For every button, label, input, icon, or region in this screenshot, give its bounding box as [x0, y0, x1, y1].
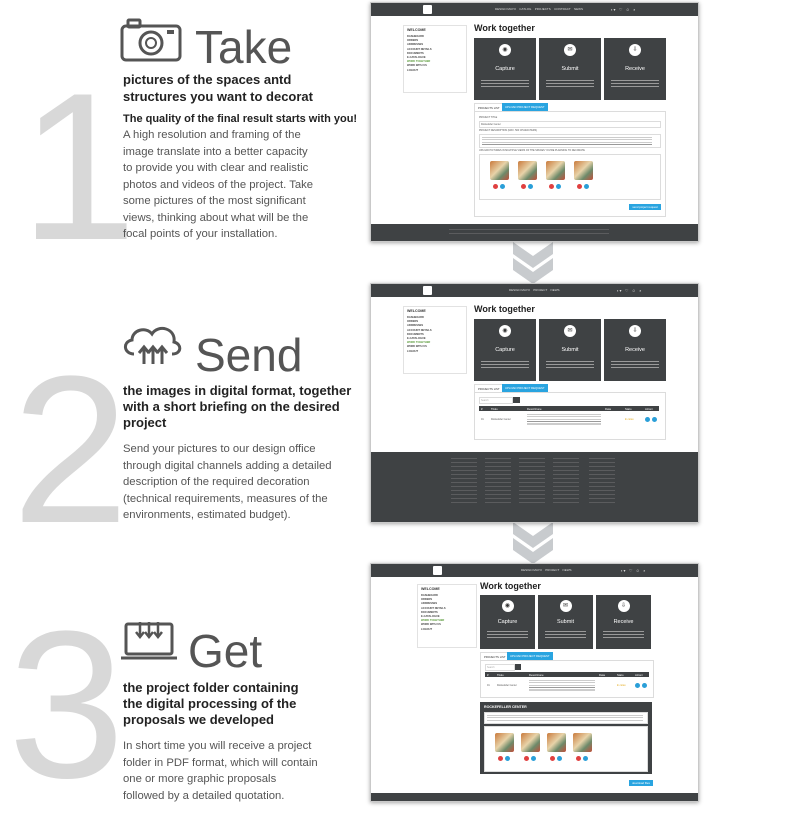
project-thumbnail: [521, 733, 540, 752]
header-icons: ▪ ▾ ♡ ☺ ⌕: [611, 7, 636, 12]
site-nav: DESIGN MAYO CATLOG PROJECTS CONTRACT NEWS: [495, 7, 584, 11]
sidebar-item[interactable]: ACCOUNT DETAILS: [407, 328, 432, 332]
footer-col: [451, 458, 477, 506]
column-header: Descrizione: [529, 673, 544, 677]
row-description: [527, 414, 601, 425]
search-button[interactable]: [515, 664, 521, 670]
site-footer: [371, 224, 698, 241]
step-word-get: Get: [188, 625, 263, 677]
search-placeholder: Search: [481, 399, 489, 402]
download-files-button[interactable]: download files: [629, 780, 653, 786]
project-title-input[interactable]: [479, 121, 661, 128]
body-line: A high resolution and framing of the: [123, 129, 301, 141]
card-receive: [604, 38, 666, 100]
sidebar-item[interactable]: ORDERS: [407, 320, 419, 324]
row-title: Rockefeller Center: [497, 684, 517, 687]
card-text: [487, 631, 529, 639]
account-sidebar: [403, 25, 467, 93]
body-line: photos and videos of the project. Take: [123, 178, 314, 191]
sidebar-item[interactable]: E-CATALOGUE: [407, 56, 426, 60]
table-row[interactable]: [485, 679, 649, 693]
card-submit: [538, 595, 593, 649]
tab-projects-list[interactable]: PROJECTS LIST: [474, 384, 504, 394]
column-header: Azioni: [645, 407, 653, 411]
step-subtitle-3c: proposals we developed: [123, 712, 274, 727]
body-line: to provide you with clear and realistic: [123, 162, 309, 174]
project-thumbnail: [495, 733, 514, 752]
page-title: Work together: [474, 23, 535, 33]
column-header: Descrizione: [527, 407, 542, 411]
site-footer: [371, 793, 698, 801]
download-icon: ⇩: [629, 325, 641, 337]
view-icon[interactable]: [557, 756, 562, 761]
sidebar-title: WELCOME: [407, 28, 426, 32]
site-logo: [423, 5, 432, 14]
down-arrow-icon: [513, 522, 553, 564]
search-button[interactable]: [513, 397, 520, 403]
description-textarea[interactable]: [479, 134, 661, 148]
delete-icon[interactable]: [524, 756, 529, 761]
step-subtitle-1a: pictures of the spaces antd: [123, 72, 292, 87]
view-icon[interactable]: [556, 184, 561, 189]
card-label: Capture: [497, 619, 518, 625]
body-line: focal points of your installation.: [123, 228, 278, 240]
card-text: [545, 631, 587, 639]
step-subtitle-1b: structures you want to decorat: [123, 89, 313, 104]
camera-icon: ◉: [499, 325, 511, 337]
edit-icon[interactable]: [642, 683, 647, 688]
send-icon: ✉: [560, 600, 572, 612]
column-header: Stato: [617, 673, 624, 677]
step-subtitle-2a: the images in digital format, together: [123, 383, 352, 398]
screenshot-step-3: [370, 563, 699, 802]
screenshot-step-2: [370, 283, 699, 523]
table-header: [485, 672, 649, 677]
view-icon[interactable]: [635, 683, 640, 688]
search-input[interactable]: [485, 664, 515, 671]
uploaded-thumbnail: [518, 161, 537, 180]
tab-upload-request[interactable]: UPLOAD PROJECT REQUEST: [502, 103, 548, 111]
card-label: Receive: [625, 347, 645, 353]
footer-col: [589, 458, 615, 506]
upload-area[interactable]: [479, 154, 661, 200]
body-line: environments, estimated budget).: [123, 509, 291, 521]
row-id: 01: [481, 418, 484, 421]
step-word-take: Take: [195, 21, 293, 73]
card-label: Receive: [613, 619, 634, 625]
projects-table-panel: [480, 660, 654, 698]
card-capture: [474, 38, 536, 100]
body-line: In short time you will receive a project: [123, 740, 312, 752]
column-header: #: [487, 673, 489, 677]
column-header: Titolo: [497, 673, 504, 677]
step-number-3: 3: [8, 587, 125, 822]
site-nav: DESIGN MAYO PROJECT NEWS: [521, 568, 572, 572]
card-submit: [539, 319, 601, 381]
sidebar-item[interactable]: ACCOUNT DETAILS: [407, 47, 432, 51]
tab-upload-request[interactable]: UPLOAD PROJECT REQUEST: [502, 384, 548, 392]
view-icon[interactable]: [583, 756, 588, 761]
send-project-request-button[interactable]: send project request: [629, 204, 661, 210]
sidebar-item[interactable]: WORK WITH US: [407, 345, 427, 349]
delete-icon[interactable]: [550, 756, 555, 761]
delete-icon[interactable]: [493, 184, 498, 189]
card-text: [546, 361, 593, 369]
project-thumbnail: [547, 733, 566, 752]
account-sidebar: [403, 306, 467, 374]
tab-projects-list[interactable]: PROJECTS LIST: [480, 652, 510, 662]
body-line: (technical requirements, measures of the: [123, 492, 328, 505]
view-icon[interactable]: [500, 184, 505, 189]
sidebar-title: WELCOME: [407, 309, 426, 313]
card-receive: [596, 595, 651, 649]
textarea-content: [482, 137, 652, 145]
row-status: In corso: [625, 418, 634, 421]
view-icon[interactable]: [531, 756, 536, 761]
detail-text: [487, 715, 643, 721]
page-title: Work together: [474, 304, 535, 314]
send-icon: ✉: [564, 325, 576, 337]
sidebar-item[interactable]: ORDERS: [421, 598, 433, 602]
site-logo: [423, 286, 432, 295]
delete-icon[interactable]: [498, 756, 503, 761]
project-thumbnail: [573, 733, 592, 752]
step-subtitle-2c: project: [123, 415, 167, 430]
row-id: 01: [487, 684, 490, 687]
table-header: [479, 406, 659, 411]
down-arrow-icon: [513, 242, 553, 284]
card-label: Submit: [556, 619, 575, 625]
card-text: [611, 80, 658, 88]
uploaded-thumbnail: [546, 161, 565, 180]
card-text: [481, 80, 528, 88]
download-icon: ⇩: [618, 600, 630, 612]
footer-links: [449, 229, 609, 237]
sidebar-item[interactable]: E-CATALOGUE: [407, 337, 426, 341]
step-subtitle-2b: with a short briefing on the desired: [123, 399, 340, 414]
step-subtitle-3b: the digital processing of the: [123, 696, 297, 711]
body-line: followed by a detailed quotation.: [123, 789, 285, 802]
site-nav: DESIGN MAYO PROJECT NEWS: [509, 288, 560, 292]
detail-title: ROCKEFELLER CENTER: [484, 705, 527, 709]
input-value: Rockefeller Center: [481, 123, 501, 126]
send-icon: ✉: [564, 44, 576, 56]
tab-projects-list[interactable]: PROJECTS LIST: [474, 103, 504, 113]
column-header: Data: [605, 407, 611, 411]
screenshot-step-1: [370, 2, 699, 242]
card-label: Receive: [625, 66, 645, 72]
step-body-3: [123, 738, 318, 804]
project-detail-panel: [480, 702, 652, 774]
search-input[interactable]: [479, 397, 513, 404]
sidebar-item[interactable]: ADDRESSES: [421, 602, 438, 606]
card-label: Capture: [495, 66, 515, 72]
field-label: PROJECT TITLE: [479, 116, 498, 119]
step-body-2: [123, 441, 332, 524]
column-header: Azioni: [635, 673, 643, 677]
column-header: #: [481, 407, 483, 411]
sidebar-item-active[interactable]: WORK TOGETHER: [407, 60, 431, 64]
sidebar-item[interactable]: WORK WITH US: [421, 623, 441, 627]
card-label: Submit: [561, 347, 579, 353]
field-label: UPLOAD PICTURES IN MULTIPLE VIEWS OF THE SPACES YOU'RE PLANNING TO DECORATE: [479, 149, 585, 152]
footer-col: [485, 458, 511, 506]
sidebar-item[interactable]: DOCUMENTS: [407, 51, 424, 55]
camera-icon: ◉: [502, 600, 514, 612]
step-subtitle-3a: the project folder containing: [123, 680, 299, 695]
view-icon[interactable]: [505, 756, 510, 761]
camera-icon: ◉: [499, 44, 511, 56]
delete-icon[interactable]: [576, 756, 581, 761]
step-lead-1: The quality of the final result starts with you!: [123, 113, 358, 125]
sidebar-item[interactable]: ACCOUNT DETAILS: [421, 606, 446, 610]
sidebar-item[interactable]: DASHBOARD: [407, 316, 424, 319]
table-row[interactable]: [479, 413, 659, 427]
card-submit: [539, 38, 601, 100]
sidebar-item[interactable]: DOCUMENTS: [421, 610, 438, 614]
download-icon: ⇩: [629, 44, 641, 56]
body-line: one or more graphic proposals: [123, 773, 277, 785]
site-header: [371, 3, 698, 16]
footer-col: [519, 458, 545, 506]
search-placeholder: Search: [487, 666, 495, 669]
detail-description: [484, 712, 648, 724]
body-line: folder in PDF format, which will contain: [123, 756, 318, 769]
row-description: [529, 680, 595, 691]
tab-upload-request[interactable]: UPLOAD PROJECT REQUEST: [507, 652, 553, 660]
header-icons: ▪ ▾ ♡ ☺ ⌕: [617, 288, 642, 293]
card-capture: [480, 595, 535, 649]
sidebar-item[interactable]: DOCUMENTS: [407, 332, 424, 336]
card-text: [603, 631, 645, 639]
step-word-send: Send: [195, 329, 303, 381]
body-line: views, thinking about what will be the: [123, 211, 309, 224]
sidebar-item-active[interactable]: WORK TOGETHER: [407, 341, 431, 345]
sidebar-item[interactable]: ADDRESSES: [407, 43, 424, 47]
site-header: [371, 564, 698, 577]
sidebar-item[interactable]: ADDRESSES: [407, 324, 424, 328]
sidebar-item[interactable]: LOGOUT: [407, 68, 419, 72]
body-line: through digital channels adding a detailed: [123, 459, 332, 472]
page-title: Work together: [480, 581, 541, 591]
site-footer: [371, 452, 698, 522]
step-body-1: [123, 127, 313, 243]
camera-icon: [120, 18, 184, 64]
upload-form: [474, 111, 666, 217]
card-receive: [604, 319, 666, 381]
card-label: Submit: [561, 66, 579, 72]
delete-icon[interactable]: [521, 184, 526, 189]
body-line: Send your pictures to our design office: [123, 443, 316, 455]
view-icon[interactable]: [645, 417, 650, 422]
sidebar-item[interactable]: WORK WITH US: [407, 64, 427, 68]
site-logo: [433, 566, 442, 575]
sidebar-title: WELCOME: [421, 587, 440, 591]
body-line: description of the required decoration: [123, 476, 310, 488]
card-text: [481, 361, 528, 369]
step-number-2: 2: [12, 332, 129, 567]
column-header: Data: [599, 673, 605, 677]
cloud-upload-icon: [120, 322, 184, 366]
delete-icon[interactable]: [549, 184, 554, 189]
laptop-download-icon: [120, 618, 178, 662]
body-line: some pictures of the most significant: [123, 195, 306, 207]
sidebar-item[interactable]: E-CATALOGUE: [421, 615, 440, 619]
card-text: [546, 80, 593, 88]
header-icons: ▪ ▾ ♡ ☺ ⌕: [621, 568, 646, 573]
sidebar-item-active[interactable]: WORK TOGETHER: [421, 619, 445, 623]
detail-images: [484, 726, 648, 772]
sidebar-item[interactable]: DASHBOARD: [407, 35, 424, 38]
sidebar-item[interactable]: DASHBOARD: [421, 594, 438, 597]
uploaded-thumbnail: [490, 161, 509, 180]
delete-icon[interactable]: [577, 184, 582, 189]
body-line: image translate into a better capacity: [123, 145, 308, 158]
sidebar-item[interactable]: ORDERS: [407, 39, 419, 43]
card-capture: [474, 319, 536, 381]
uploaded-thumbnail: [574, 161, 593, 180]
sidebar-item[interactable]: LOGOUT: [421, 627, 433, 631]
column-header: Stato: [625, 407, 632, 411]
row-title: Rockefeller Center: [491, 418, 511, 421]
edit-icon[interactable]: [652, 417, 657, 422]
row-status: In corso: [617, 684, 626, 687]
view-icon[interactable]: [528, 184, 533, 189]
step-number-1: 1: [20, 49, 137, 284]
sidebar-item[interactable]: LOGOUT: [407, 349, 419, 353]
view-icon[interactable]: [584, 184, 589, 189]
projects-table-panel: [474, 392, 666, 440]
field-label: PROJECT DESCRIPTION (MAX. 500 CHARACTERS): [479, 129, 538, 132]
site-header: [371, 284, 698, 297]
card-label: Capture: [495, 347, 515, 353]
account-sidebar: [417, 584, 477, 648]
card-text: [611, 361, 658, 369]
footer-col: [553, 458, 579, 506]
column-header: Titolo: [491, 407, 498, 411]
